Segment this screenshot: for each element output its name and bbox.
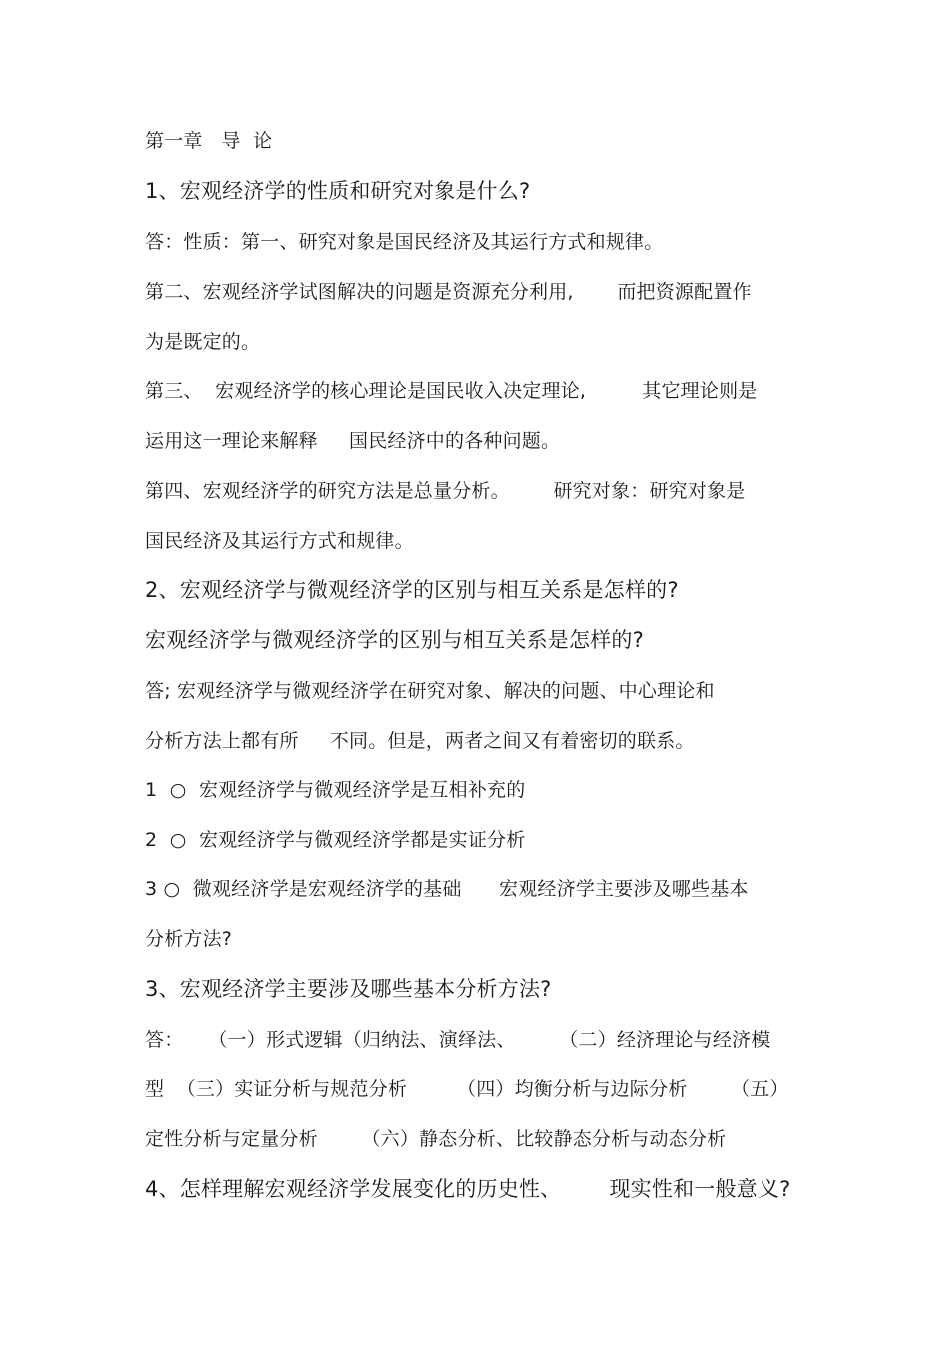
question-2-title: 2、宏观经济学与微观经济学的区别与相互关系是怎样的? bbox=[145, 578, 679, 602]
answer-2-line-3: 1 ○ 宏观经济学与微观经济学是互相补充的 bbox=[145, 779, 526, 801]
answer-1-line-1: 答：性质：第一、研究对象是国民经济及其运行方式和规律。 bbox=[145, 231, 664, 253]
answer-3-line-3: 定性分析与定量分析 （六）静态分析、比较静态分析与动态分析 bbox=[145, 1128, 727, 1150]
question-1-title: 1、宏观经济学的性质和研究对象是什么? bbox=[145, 179, 531, 203]
question-3-title: 3、宏观经济学主要涉及哪些基本分析方法? bbox=[145, 977, 552, 1001]
question-4-title: 4、怎样理解宏观经济学发展变化的历史性、 现实性和一般意义? bbox=[145, 1177, 791, 1201]
question-2-repeat-title: 宏观经济学与微观经济学的区别与相互关系是怎样的? bbox=[145, 628, 644, 652]
answer-1-line-4: 第三、 宏观经济学的核心理论是国民收入决定理论, 其它理论则是 bbox=[145, 380, 758, 402]
answer-1-line-7: 国民经济及其运行方式和规律。 bbox=[145, 530, 414, 552]
answer-2-line-2: 分析方法上都有所 不同。但是，两者之间又有着密切的联系。 bbox=[145, 730, 695, 752]
answer-1-line-2: 第二、宏观经济学试图解决的问题是资源充分利用, 而把资源配置作 bbox=[145, 281, 752, 303]
answer-3-line-1: 答： （一）形式逻辑（归纳法、演绎法、 （二）经济理论与经济模 bbox=[145, 1029, 771, 1051]
answer-1-line-6: 第四、宏观经济学的研究方法是总量分析。 研究对象：研究对象是 bbox=[145, 480, 746, 502]
answer-1-line-3: 为是既定的。 bbox=[145, 331, 261, 353]
answer-3-line-2: 型 （三）实证分析与规范分析 （四）均衡分析与边际分析 （五） bbox=[145, 1078, 789, 1100]
answer-1-line-5: 运用这一理论来解释 国民经济中的各种问题。 bbox=[145, 430, 561, 452]
answer-2-line-1: 答; 宏观经济学与微观经济学在研究对象、解决的问题、中心理论和 bbox=[145, 680, 715, 702]
answer-2-line-6: 分析方法? bbox=[145, 928, 233, 950]
answer-2-line-4: 2 ○ 宏观经济学与微观经济学都是实证分析 bbox=[145, 829, 526, 851]
answer-2-line-5: 3 ○ 微观经济学是宏观经济学的基础 宏观经济学主要涉及哪些基本 bbox=[145, 878, 749, 900]
chapter-title: 第一章 导 论 bbox=[145, 130, 273, 152]
